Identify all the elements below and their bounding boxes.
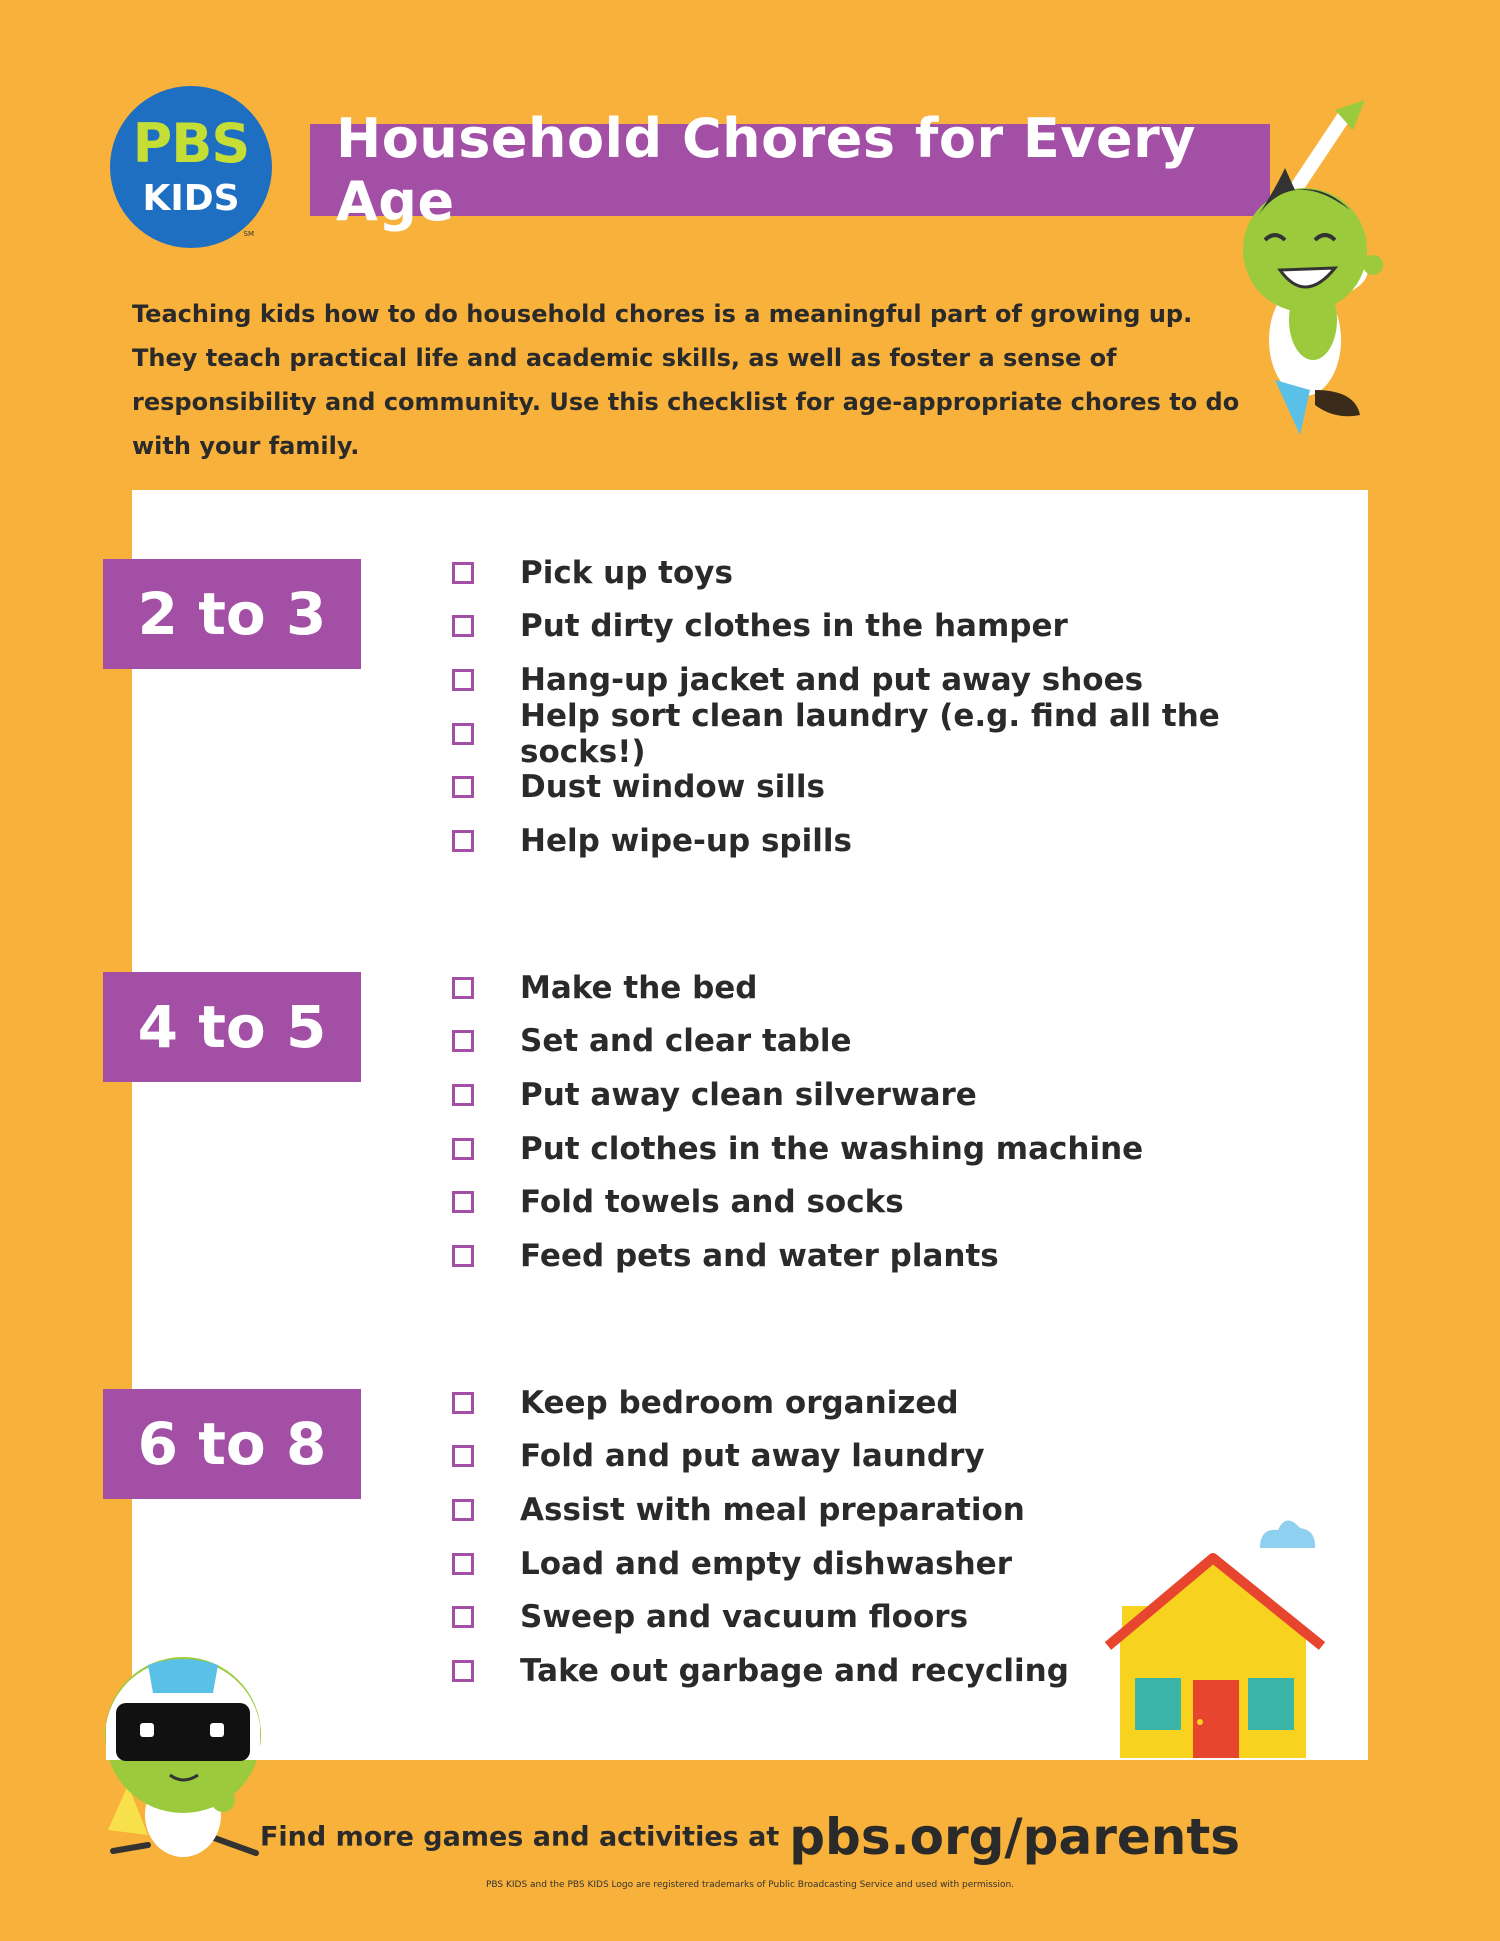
- chore-label: Fold and put away laundry: [520, 1438, 985, 1475]
- chore-label: Put clothes in the washing machine: [520, 1130, 1144, 1167]
- chore-item[interactable]: [452, 1068, 1352, 1122]
- checkbox[interactable]: [452, 723, 474, 745]
- checkbox[interactable]: [452, 1245, 474, 1267]
- chore-label: Feed pets and water plants: [520, 1237, 999, 1274]
- chore-label: Take out garbage and recycling: [520, 1652, 1069, 1689]
- checkbox[interactable]: [452, 1606, 474, 1628]
- checkbox[interactable]: [452, 1392, 474, 1414]
- footer-url-link[interactable]: pbs.org/parents: [789, 1808, 1241, 1866]
- logo-service-mark: SM: [243, 230, 254, 238]
- checkbox[interactable]: [452, 1084, 474, 1106]
- checkbox[interactable]: [452, 830, 474, 852]
- chore-label: Keep bedroom organized: [520, 1384, 959, 1421]
- chore-item[interactable]: [452, 814, 1352, 868]
- pbs-kids-logo: [110, 86, 272, 248]
- page-title: Household Chores for Every Age: [310, 124, 1270, 216]
- age-badge-4-to-5: 4 to 5: [103, 972, 361, 1082]
- age-badge-2-to-3: 2 to 3: [103, 559, 361, 669]
- chore-item[interactable]: [452, 697, 1352, 770]
- chore-item[interactable]: [452, 1122, 1352, 1176]
- logo-pbs-text: PBS: [132, 112, 250, 175]
- checkbox[interactable]: [452, 977, 474, 999]
- legal-notice: PBS KIDS and the PBS KIDS Logo are registered trademarks of Public Broadcasting Service and used with permission.: [485, 1880, 1015, 1890]
- chore-label: Pick up toys: [520, 554, 733, 591]
- chore-label: Put away clean silverware: [520, 1076, 977, 1113]
- logo-kids-text: KIDS: [142, 178, 240, 219]
- checkbox[interactable]: [452, 1445, 474, 1467]
- chore-label: Fold towels and socks: [520, 1184, 904, 1221]
- checkbox[interactable]: [452, 562, 474, 584]
- chore-label: Help sort clean laundry (e.g. find all the socks!): [520, 697, 1220, 770]
- checkbox[interactable]: [452, 1499, 474, 1521]
- checkbox[interactable]: [452, 1191, 474, 1213]
- intro-paragraph: Teaching kids how to do household chores is a meaningful part of growing up. They teach practical life and academic skills, as well as foster a sense of responsibility and community. Use this checklist for age-appropriate chores to do with your family.: [132, 300, 1240, 460]
- chore-label: Make the bed: [520, 969, 758, 1006]
- footer-cta: [0, 1808, 1500, 1866]
- footer-lead-text: Find more games and activities at: [259, 1821, 780, 1853]
- chore-item[interactable]: [452, 1229, 1352, 1283]
- age-badge-6-to-8: 6 to 8: [103, 1389, 361, 1499]
- chore-item[interactable]: [452, 1175, 1352, 1229]
- chore-item[interactable]: [452, 546, 1352, 600]
- chore-item[interactable]: [452, 961, 1352, 1015]
- chore-item[interactable]: [452, 1376, 1352, 1430]
- checkbox[interactable]: [452, 776, 474, 798]
- chore-list-4-to-5: [452, 961, 1352, 1283]
- checkbox[interactable]: [452, 1030, 474, 1052]
- chore-label: Hang-up jacket and put away shoes: [520, 661, 1144, 698]
- chore-item[interactable]: [452, 1015, 1352, 1069]
- chore-label: Assist with meal preparation: [520, 1491, 1025, 1528]
- checkbox[interactable]: [452, 1660, 474, 1682]
- chore-label: Help wipe-up spills: [520, 822, 852, 859]
- checkbox[interactable]: [452, 615, 474, 637]
- chore-label: Load and empty dishwasher: [520, 1545, 1012, 1582]
- chore-label: Sweep and vacuum floors: [520, 1599, 969, 1636]
- checkbox[interactable]: [452, 669, 474, 691]
- character-dee-illustration: [1235, 90, 1405, 450]
- chore-label: Set and clear table: [520, 1023, 852, 1060]
- chore-item[interactable]: [452, 1430, 1352, 1484]
- chore-label: Put dirty clothes in the hamper: [520, 608, 1068, 645]
- checkbox[interactable]: [452, 1138, 474, 1160]
- chore-item[interactable]: [452, 600, 1352, 654]
- chore-label: Dust window sills: [520, 769, 825, 806]
- chore-list-2-to-3: [452, 546, 1352, 868]
- house-illustration: [1100, 1500, 1340, 1765]
- checkbox[interactable]: [452, 1553, 474, 1575]
